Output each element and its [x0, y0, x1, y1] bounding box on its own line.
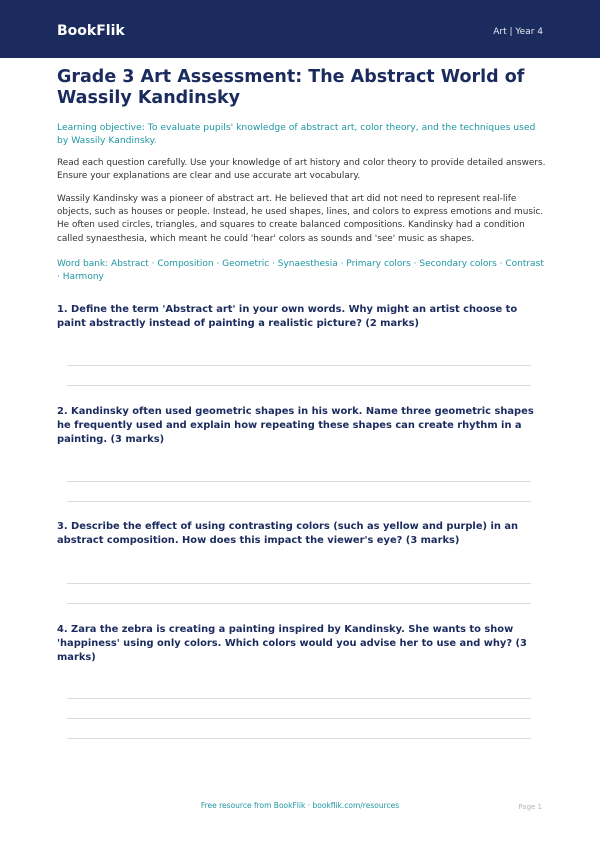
question-4: 4. Zara the zebra is creating a painting inspired by Kandinsky. She wants to show 'happiness' using only colors. Which colors would you advise her to use and why? (3 marks) — [57, 624, 527, 663]
page-number: Page 1 — [518, 803, 542, 811]
footer-link[interactable]: Free resource from BookFlik · bookflik.com/resources — [200, 801, 400, 810]
page-title: Grade 3 Art Assessment: The Abstract World of Wassily Kandinsky — [57, 67, 525, 108]
word-bank: Word bank: Abstract · Composition · Geometric · Synaesthesia · Primary colors · Secondary colors · Contrast · Harmony — [57, 259, 544, 282]
instructions-paragraph: Read each question carefully. Use your knowledge of art history and color theory to provide detailed answers. Ensure your explanations are clear and use accurate art vocabulary. — [57, 158, 546, 182]
question-1: 1. Define the term 'Abstract art' in your own words. Why might an artist choose to paint abstractly instead of painting a realistic picture? (2 marks) — [57, 304, 518, 329]
answer-line-q2-1[interactable] — [67, 481, 531, 482]
learning-objective: Learning objective: To evaluate pupils' knowledge of abstract art, color theory, and the techniques used by Wassily Kandinsky. — [57, 122, 536, 146]
header-bar — [0, 0, 600, 58]
answer-line-q4-3[interactable] — [67, 738, 531, 739]
answer-line-q3-1[interactable] — [67, 583, 531, 584]
question-3: 3. Describe the effect of using contrasting colors (such as yellow and purple) in an abstract composition. How does this impact the viewer's eye? (3 marks) — [57, 521, 519, 546]
answer-line-q3-2[interactable] — [67, 603, 531, 604]
answer-line-q1-2[interactable] — [67, 385, 531, 386]
subject-label: Art | Year 4 — [493, 27, 543, 37]
kandinsky-intro-paragraph: Wassily Kandinsky was a pioneer of abstract art. He believed that art did not need to represent real-life objects, such as houses or people. Instead, he used shapes, lines, and colors to express emotions and music. He often used circles, triangles, and squares to create balanced compositions. Kandinsky had a condition called synaesthesia, which meant he could 'hear' colors as sounds and 'see' music as shapes. — [57, 194, 544, 244]
answer-line-q4-2[interactable] — [67, 718, 531, 719]
answer-line-q2-2[interactable] — [67, 501, 531, 502]
answer-line-q1-1[interactable] — [67, 365, 531, 366]
question-2: 2. Kandinsky often used geometric shapes in his work. Name three geometric shapes he frequently used and explain how repeating these shapes can create rhythm in a painting. (3 marks) — [57, 406, 534, 445]
answer-line-q4-1[interactable] — [67, 698, 531, 699]
brand-logo-text: BookFlik — [57, 23, 125, 39]
